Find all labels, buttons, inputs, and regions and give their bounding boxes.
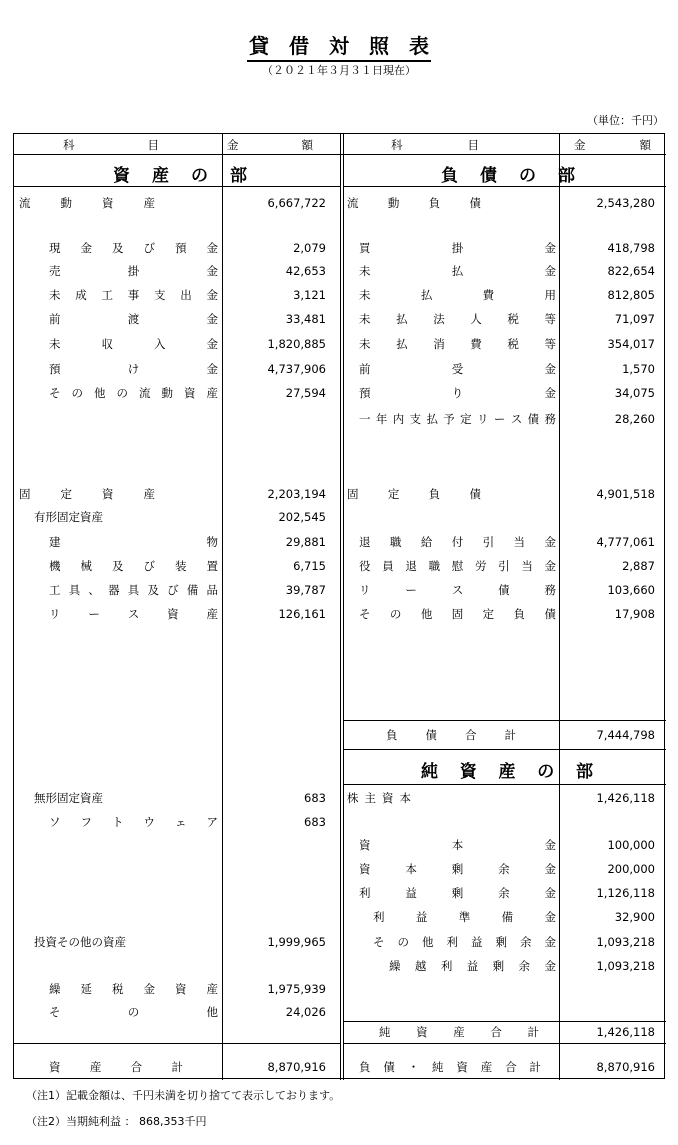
header-left-item: 科 目: [63, 138, 159, 152]
left-row-label: 固 定 資 産: [19, 487, 155, 501]
right-row-value: 32,900: [614, 910, 655, 924]
right-row-value: 1,426,118: [596, 1025, 655, 1039]
right-row-label: 資 本 金: [359, 838, 556, 852]
liabilities-section-heading: 負 債 の 部: [441, 166, 575, 186]
right-row-value: 200,000: [607, 862, 655, 876]
right-row-value: 34,075: [614, 386, 655, 400]
net-total-bottom-rule: [343, 1043, 666, 1044]
assets-total-label: 資 産 合 計: [49, 1060, 183, 1074]
right-row-label: 利 益 準 備 金: [373, 910, 556, 924]
header-left-amount: 金 額: [227, 138, 313, 152]
left-row-value: 39,787: [285, 583, 326, 597]
right-row-label: 未 払 消 費 税 等: [359, 337, 556, 351]
right-row-label: 負 債 合 計: [386, 728, 516, 742]
left-row-label: 繰 延 税 金 資 産: [49, 982, 218, 996]
left-row-label: 建 物: [49, 535, 218, 549]
left-row-label: 機 械 及 び 装 置: [49, 559, 218, 573]
right-row-label: 純 資 産 合 計: [379, 1025, 539, 1039]
right-row-value: 4,901,518: [596, 487, 655, 501]
left-row-value: 4,737,906: [267, 362, 326, 376]
left-row-value: 2,079: [293, 241, 326, 255]
left-row-label: ソ フ ト ウ ェ ア: [49, 815, 218, 829]
right-row-label: 退 職 給 付 引 当 金: [359, 535, 556, 549]
left-row-value: 683: [304, 815, 326, 829]
right-row-label: 未 払 費 用: [359, 288, 556, 302]
right-row-label: 未 払 金: [359, 264, 556, 278]
right-row-label: 利 益 剰 余 金: [359, 886, 556, 900]
left-row-label: リ ー ス 資 産: [49, 607, 218, 621]
right-row-value: 822,654: [607, 264, 655, 278]
left-row-label: そ の 他 の 流 動 資 産: [49, 386, 218, 400]
left-row-value: 683: [304, 791, 326, 805]
document-date: （２０２１年３月３１日現在）: [262, 64, 416, 77]
liab-net-total-label: 負 債 ・ 純 資 産 合 計: [359, 1060, 541, 1074]
assets-total-value: 8,870,916: [267, 1060, 326, 1074]
left-row-value: 24,026: [285, 1005, 326, 1019]
left-row-label: 有形固定資産: [34, 510, 103, 524]
header-right-amount: 金 額: [574, 138, 651, 152]
right-row-value: 1,426,118: [596, 791, 655, 805]
right-row-value: 28,260: [614, 412, 655, 426]
left-row-value: 27,594: [285, 386, 326, 400]
right-row-value: 354,017: [607, 337, 655, 351]
net-assets-section-heading: 純 資 産 の 部: [421, 762, 593, 782]
right-row-value: 100,000: [607, 838, 655, 852]
document-title: 貸 借 対 照 表: [0, 30, 678, 59]
header-right-item: 科 目: [391, 138, 479, 152]
left-row-label: 投資その他の資産: [34, 935, 126, 949]
left-row-label: 無形固定資産: [34, 791, 103, 805]
right-row-value: 1,126,118: [596, 886, 655, 900]
balance-sheet-table: [13, 133, 665, 1079]
left-row-value: 3,121: [293, 288, 326, 302]
right-row-value: 7,444,798: [596, 728, 655, 742]
right-row-value: 812,805: [607, 288, 655, 302]
right-row-value: 418,798: [607, 241, 655, 255]
right-row-value: 1,093,218: [596, 935, 655, 949]
right-row-label: 流 動 負 債: [347, 196, 481, 210]
left-row-label: 未 収 入 金: [49, 337, 218, 351]
right-row-value: 1,093,218: [596, 959, 655, 973]
right-row-value: 1,570: [622, 362, 655, 376]
left-row-label: 前 渡 金: [49, 312, 218, 326]
right-row-label: 資 本 剰 余 金: [359, 862, 556, 876]
left-row-value: 42,653: [285, 264, 326, 278]
left-row-label: 預 け 金: [49, 362, 218, 376]
right-row-label: 繰 越 利 益 剰 余 金: [389, 959, 556, 973]
left-row-value: 33,481: [285, 312, 326, 326]
left-row-value: 6,715: [293, 559, 326, 573]
right-row-label: そ の 他 固 定 負 債: [359, 607, 556, 621]
left-row-label: そ の 他: [49, 1005, 218, 1019]
right-row-label: 株 主 資 本: [347, 791, 411, 805]
right-row-label: 前 受 金: [359, 362, 556, 376]
right-row-value: 17,908: [614, 607, 655, 621]
liab-total-top-rule: [343, 720, 666, 721]
right-row-label: 買 掛 金: [359, 241, 556, 255]
left-row-label: 工 具 、 器 具 及 び 備 品: [49, 583, 218, 597]
assets-total-top-rule: [14, 1043, 340, 1044]
right-row-value: 4,777,061: [596, 535, 655, 549]
left-row-value: 126,161: [278, 607, 326, 621]
liab-net-total-value: 8,870,916: [596, 1060, 655, 1074]
left-row-label: 売 掛 金: [49, 264, 218, 278]
right-row-value: 103,660: [607, 583, 655, 597]
left-row-value: 202,545: [278, 510, 326, 524]
center-divider-b: [343, 134, 344, 1080]
right-row-label: 固 定 負 債: [347, 487, 481, 501]
left-row-value: 29,881: [285, 535, 326, 549]
left-row-value: 2,203,194: [267, 487, 326, 501]
note-1: （注1）記載金額は、千円未満を切り捨てて表示しております。: [26, 1089, 341, 1102]
note-2: （注2）当期純利益 ： 868,353千円: [26, 1115, 207, 1128]
right-row-value: 71,097: [614, 312, 655, 326]
left-row-label: 未 成 工 事 支 出 金: [49, 288, 218, 302]
right-row-value: 2,887: [622, 559, 655, 573]
right-row-value: 2,543,280: [596, 196, 655, 210]
liab-total-bottom-rule: [343, 749, 666, 750]
unit-label: （単位：千円）: [587, 114, 664, 127]
assets-section-heading: 資 産 の 部: [113, 166, 247, 186]
right-row-label: そ の 他 利 益 剰 余 金: [373, 935, 556, 949]
left-row-label: 現 金 及 び 預 金: [49, 241, 218, 255]
right-row-label: 一 年 内 支 払 予 定 リ ー ス 債 務: [359, 412, 556, 426]
left-row-value: 1,999,965: [267, 935, 326, 949]
right-row-label: 未 払 法 人 税 等: [359, 312, 556, 326]
right-row-label: リ ー ス 債 務: [359, 583, 556, 597]
left-row-label: 流 動 資 産: [19, 196, 155, 210]
right-row-label: 預 り 金: [359, 386, 556, 400]
left-row-value: 1,975,939: [267, 982, 326, 996]
center-divider-a: [340, 134, 341, 1080]
right-row-label: 役 員 退 職 慰 労 引 当 金: [359, 559, 556, 573]
left-row-value: 1,820,885: [267, 337, 326, 351]
left-row-value: 6,667,722: [267, 196, 326, 210]
